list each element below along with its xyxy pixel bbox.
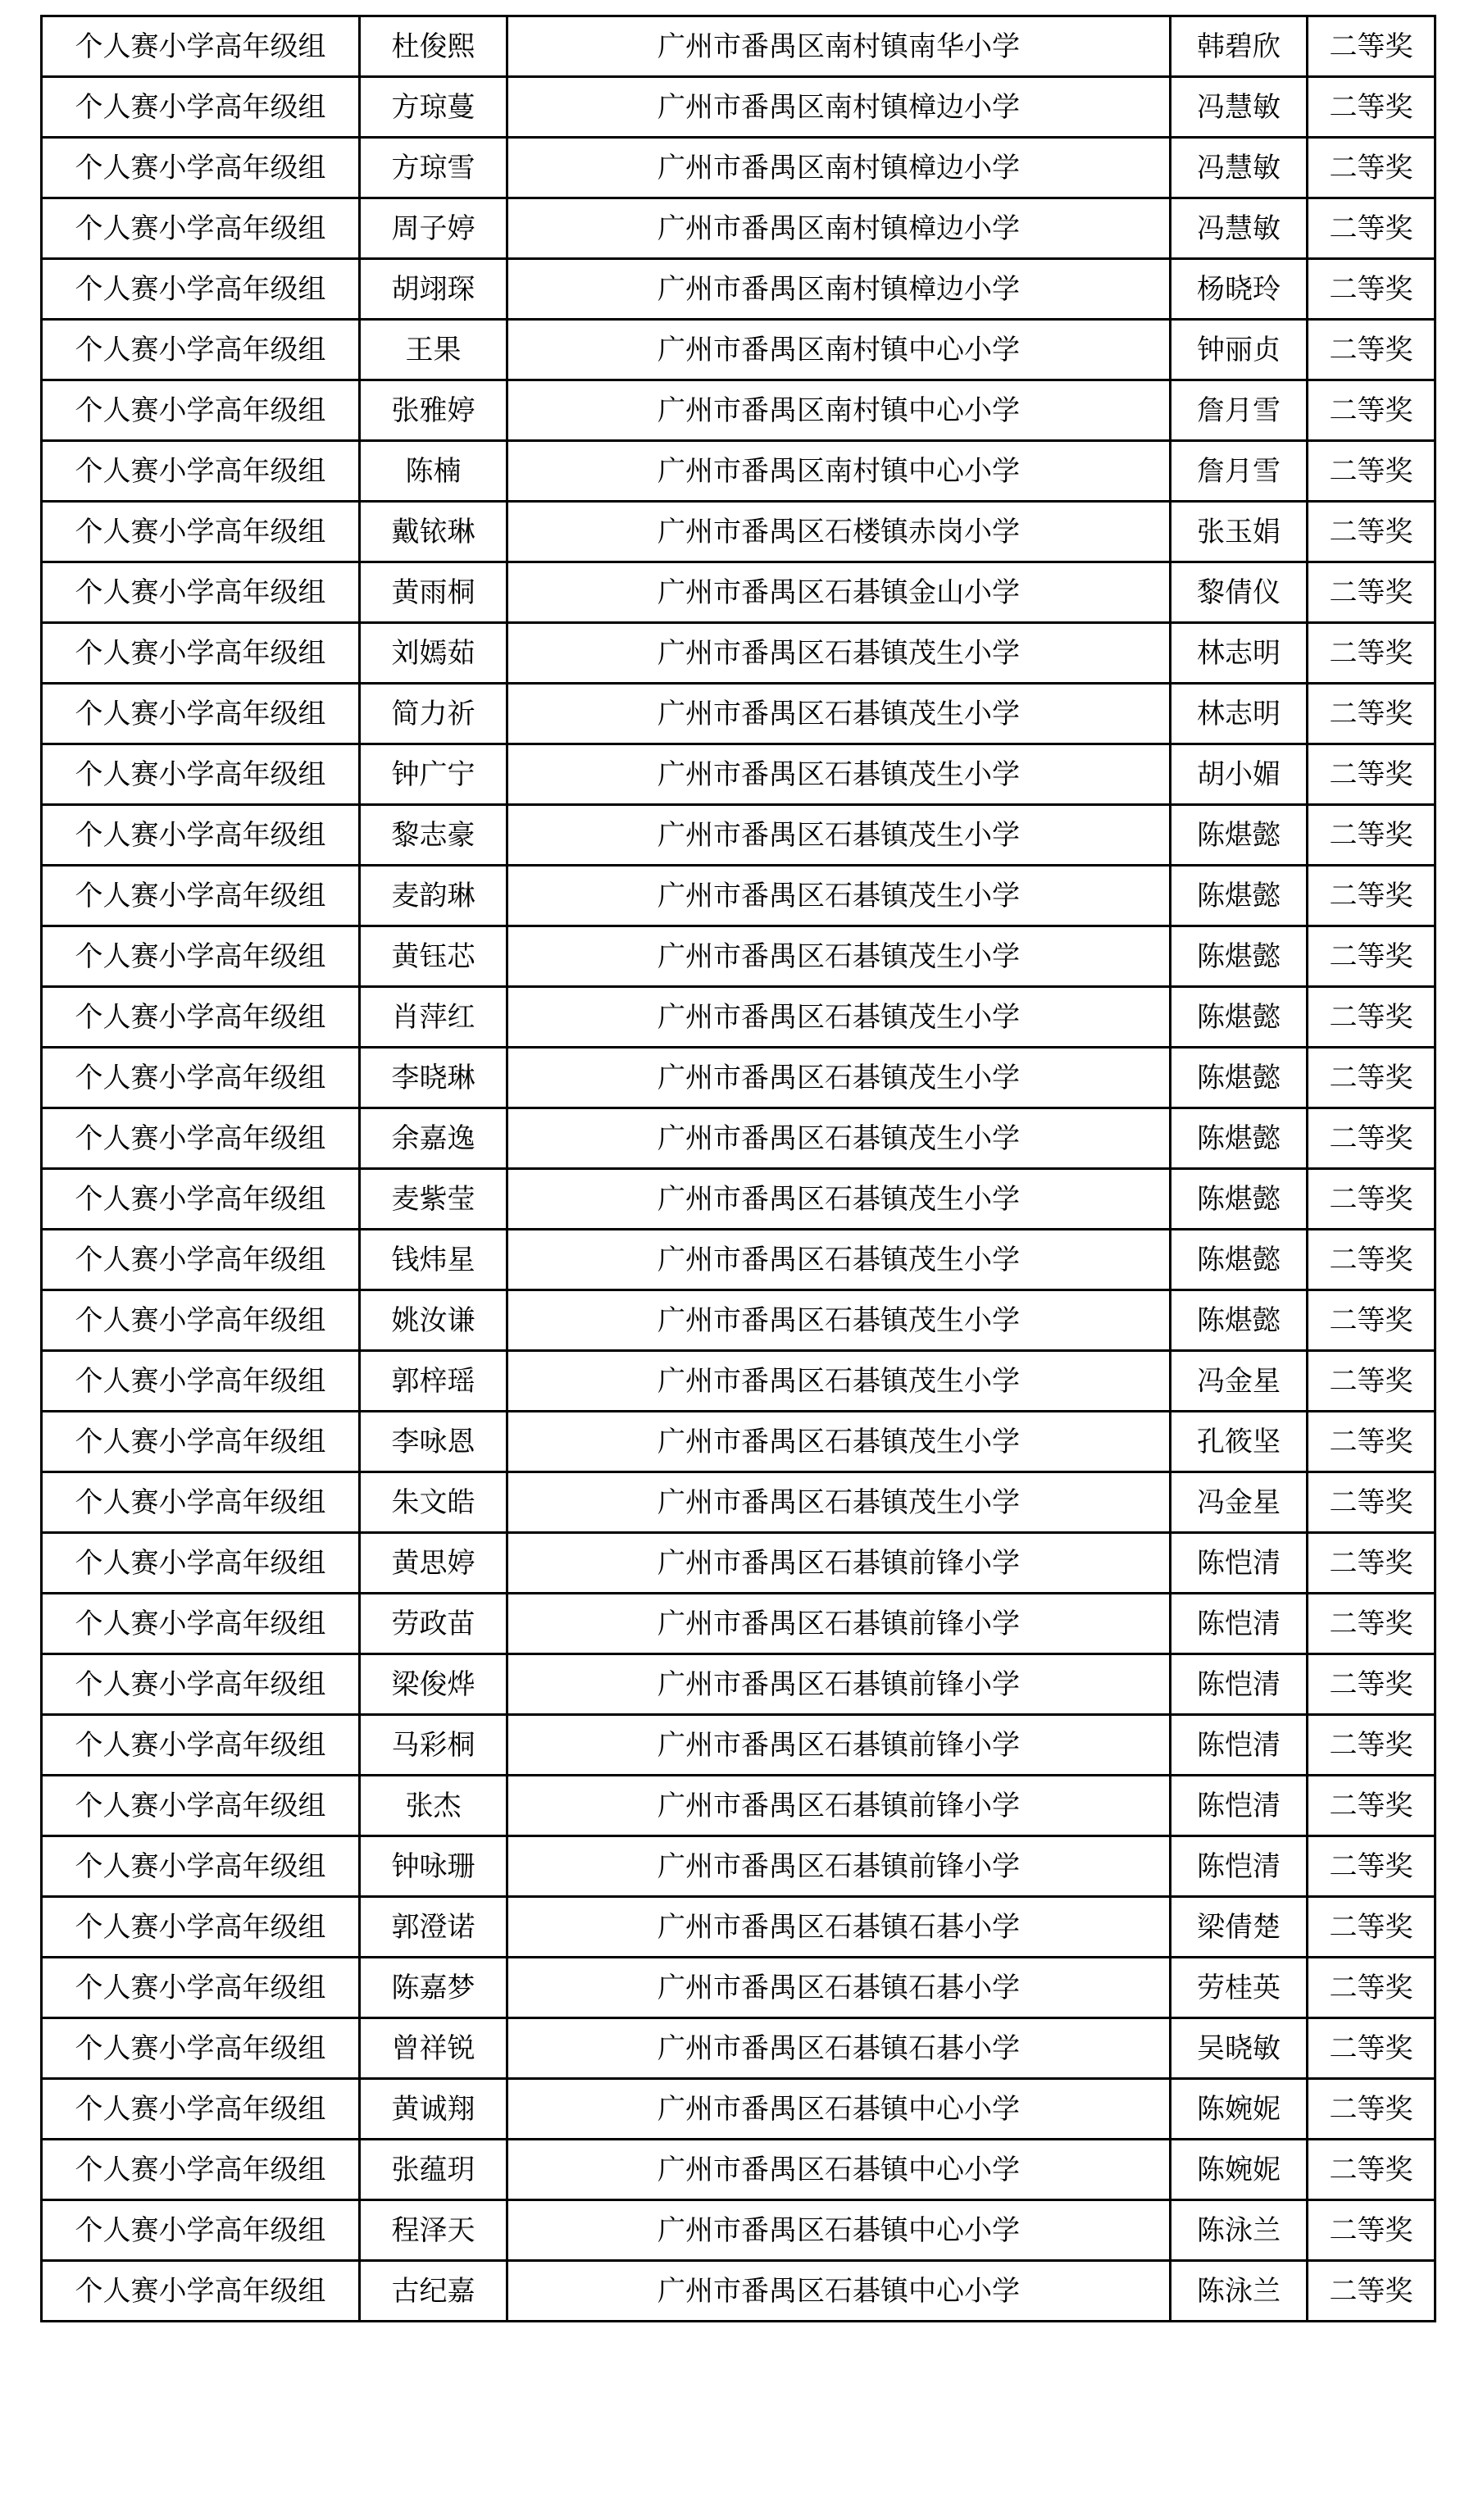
student-name-cell: 程泽天 — [360, 2200, 507, 2261]
student-name-cell: 简力祈 — [360, 684, 507, 744]
school-cell: 广州市番禺区石碁镇茂生小学 — [507, 744, 1171, 805]
school-cell: 广州市番禺区南村镇南华小学 — [507, 16, 1171, 77]
award-cell: 二等奖 — [1308, 1897, 1435, 1958]
school-cell: 广州市番禺区石碁镇金山小学 — [507, 562, 1171, 623]
student-name-cell: 钟咏珊 — [360, 1836, 507, 1897]
table-row — [42, 2018, 1435, 2079]
school-cell: 广州市番禺区石碁镇前锋小学 — [507, 1654, 1171, 1715]
school-cell: 广州市番禺区石碁镇茂生小学 — [507, 926, 1171, 987]
student-name-cell: 戴铱琳 — [360, 502, 507, 562]
coach-cell: 陈恺清 — [1171, 1594, 1308, 1654]
award-cell: 二等奖 — [1308, 987, 1435, 1048]
coach-cell: 冯慧敏 — [1171, 138, 1308, 198]
student-name-cell: 黄诚翔 — [360, 2079, 507, 2140]
table-row — [42, 2140, 1435, 2200]
award-cell: 二等奖 — [1308, 198, 1435, 259]
student-name-cell: 马彩桐 — [360, 1715, 507, 1776]
coach-cell: 陈恺清 — [1171, 1836, 1308, 1897]
school-cell: 广州市番禺区石碁镇茂生小学 — [507, 1048, 1171, 1108]
coach-cell: 黎倩仪 — [1171, 562, 1308, 623]
school-cell: 广州市番禺区石碁镇茂生小学 — [507, 1230, 1171, 1290]
group-cell: 个人赛小学高年级组 — [42, 502, 360, 562]
award-cell: 二等奖 — [1308, 138, 1435, 198]
coach-cell: 陈恺清 — [1171, 1776, 1308, 1836]
table-row — [42, 2200, 1435, 2261]
student-name-cell: 朱文皓 — [360, 1472, 507, 1533]
student-name-cell: 方琼雪 — [360, 138, 507, 198]
group-cell: 个人赛小学高年级组 — [42, 1897, 360, 1958]
coach-cell: 陈泳兰 — [1171, 2200, 1308, 2261]
student-name-cell: 张蕴玥 — [360, 2140, 507, 2200]
award-cell: 二等奖 — [1308, 441, 1435, 502]
coach-cell: 陈煁懿 — [1171, 866, 1308, 926]
group-cell: 个人赛小学高年级组 — [42, 2261, 360, 2322]
coach-cell: 陈煁懿 — [1171, 1169, 1308, 1230]
group-cell: 个人赛小学高年级组 — [42, 926, 360, 987]
school-cell: 广州市番禺区石碁镇石碁小学 — [507, 2018, 1171, 2079]
student-name-cell: 钱炜星 — [360, 1230, 507, 1290]
award-cell: 二等奖 — [1308, 1472, 1435, 1533]
table-row — [42, 1654, 1435, 1715]
coach-cell: 陈恺清 — [1171, 1715, 1308, 1776]
award-cell: 二等奖 — [1308, 1412, 1435, 1472]
table-row — [42, 441, 1435, 502]
coach-cell: 陈煁懿 — [1171, 805, 1308, 866]
table-row — [42, 926, 1435, 987]
coach-cell: 林志明 — [1171, 684, 1308, 744]
group-cell: 个人赛小学高年级组 — [42, 1533, 360, 1594]
student-name-cell: 李晓琳 — [360, 1048, 507, 1108]
group-cell: 个人赛小学高年级组 — [42, 987, 360, 1048]
table-row — [42, 2261, 1435, 2322]
table-row — [42, 320, 1435, 380]
school-cell: 广州市番禺区石碁镇茂生小学 — [507, 866, 1171, 926]
award-cell: 二等奖 — [1308, 1048, 1435, 1108]
results-table-body — [42, 16, 1435, 2322]
student-name-cell: 王果 — [360, 320, 507, 380]
student-name-cell: 张雅婷 — [360, 380, 507, 441]
group-cell: 个人赛小学高年级组 — [42, 744, 360, 805]
group-cell: 个人赛小学高年级组 — [42, 805, 360, 866]
group-cell: 个人赛小学高年级组 — [42, 1169, 360, 1230]
award-cell: 二等奖 — [1308, 320, 1435, 380]
award-cell: 二等奖 — [1308, 1594, 1435, 1654]
student-name-cell: 劳政苗 — [360, 1594, 507, 1654]
award-cell: 二等奖 — [1308, 1230, 1435, 1290]
coach-cell: 韩碧欣 — [1171, 16, 1308, 77]
coach-cell: 冯金星 — [1171, 1472, 1308, 1533]
group-cell: 个人赛小学高年级组 — [42, 138, 360, 198]
award-cell: 二等奖 — [1308, 2200, 1435, 2261]
table-row — [42, 1776, 1435, 1836]
award-cell: 二等奖 — [1308, 1836, 1435, 1897]
table-row — [42, 1108, 1435, 1169]
table-row — [42, 138, 1435, 198]
group-cell: 个人赛小学高年级组 — [42, 2079, 360, 2140]
group-cell: 个人赛小学高年级组 — [42, 320, 360, 380]
coach-cell: 陈泳兰 — [1171, 2261, 1308, 2322]
group-cell: 个人赛小学高年级组 — [42, 441, 360, 502]
results-table — [40, 15, 1436, 2322]
award-cell: 二等奖 — [1308, 1715, 1435, 1776]
school-cell: 广州市番禺区南村镇中心小学 — [507, 320, 1171, 380]
table-row — [42, 1230, 1435, 1290]
table-row — [42, 1472, 1435, 1533]
school-cell: 广州市番禺区石碁镇茂生小学 — [507, 805, 1171, 866]
student-name-cell: 钟广宁 — [360, 744, 507, 805]
table-row — [42, 1048, 1435, 1108]
coach-cell: 冯慧敏 — [1171, 198, 1308, 259]
award-cell: 二等奖 — [1308, 259, 1435, 320]
table-row — [42, 1169, 1435, 1230]
student-name-cell: 李咏恩 — [360, 1412, 507, 1472]
award-cell: 二等奖 — [1308, 1776, 1435, 1836]
group-cell: 个人赛小学高年级组 — [42, 1836, 360, 1897]
group-cell: 个人赛小学高年级组 — [42, 1108, 360, 1169]
coach-cell: 陈煁懿 — [1171, 926, 1308, 987]
school-cell: 广州市番禺区石碁镇中心小学 — [507, 2140, 1171, 2200]
student-name-cell: 曾祥锐 — [360, 2018, 507, 2079]
group-cell: 个人赛小学高年级组 — [42, 684, 360, 744]
school-cell: 广州市番禺区石碁镇茂生小学 — [507, 1472, 1171, 1533]
student-name-cell: 胡翊琛 — [360, 259, 507, 320]
award-cell: 二等奖 — [1308, 1351, 1435, 1412]
school-cell: 广州市番禺区石楼镇赤岗小学 — [507, 502, 1171, 562]
school-cell: 广州市番禺区南村镇樟边小学 — [507, 198, 1171, 259]
coach-cell: 陈煁懿 — [1171, 1290, 1308, 1351]
student-name-cell: 黄思婷 — [360, 1533, 507, 1594]
school-cell: 广州市番禺区石碁镇茂生小学 — [507, 1108, 1171, 1169]
coach-cell: 陈煁懿 — [1171, 1048, 1308, 1108]
award-cell: 二等奖 — [1308, 623, 1435, 684]
group-cell: 个人赛小学高年级组 — [42, 1472, 360, 1533]
student-name-cell: 余嘉逸 — [360, 1108, 507, 1169]
table-row — [42, 16, 1435, 77]
table-row — [42, 198, 1435, 259]
school-cell: 广州市番禺区南村镇樟边小学 — [507, 259, 1171, 320]
student-name-cell: 梁俊烨 — [360, 1654, 507, 1715]
coach-cell: 林志明 — [1171, 623, 1308, 684]
award-cell: 二等奖 — [1308, 562, 1435, 623]
school-cell: 广州市番禺区石碁镇前锋小学 — [507, 1715, 1171, 1776]
school-cell: 广州市番禺区石碁镇前锋小学 — [507, 1594, 1171, 1654]
group-cell: 个人赛小学高年级组 — [42, 1958, 360, 2018]
table-row — [42, 1594, 1435, 1654]
group-cell: 个人赛小学高年级组 — [42, 198, 360, 259]
table-row — [42, 1290, 1435, 1351]
school-cell: 广州市番禺区南村镇樟边小学 — [507, 138, 1171, 198]
school-cell: 广州市番禺区石碁镇茂生小学 — [507, 1290, 1171, 1351]
award-cell: 二等奖 — [1308, 1290, 1435, 1351]
award-cell: 二等奖 — [1308, 2079, 1435, 2140]
student-name-cell: 麦韵琳 — [360, 866, 507, 926]
coach-cell: 梁倩楚 — [1171, 1897, 1308, 1958]
group-cell: 个人赛小学高年级组 — [42, 1230, 360, 1290]
school-cell: 广州市番禺区石碁镇茂生小学 — [507, 987, 1171, 1048]
school-cell: 广州市番禺区石碁镇前锋小学 — [507, 1836, 1171, 1897]
student-name-cell: 杜俊熙 — [360, 16, 507, 77]
coach-cell: 陈婉妮 — [1171, 2079, 1308, 2140]
student-name-cell: 陈嘉梦 — [360, 1958, 507, 2018]
group-cell: 个人赛小学高年级组 — [42, 259, 360, 320]
award-cell: 二等奖 — [1308, 684, 1435, 744]
group-cell: 个人赛小学高年级组 — [42, 77, 360, 138]
award-cell: 二等奖 — [1308, 380, 1435, 441]
group-cell: 个人赛小学高年级组 — [42, 1351, 360, 1412]
award-cell: 二等奖 — [1308, 866, 1435, 926]
table-row — [42, 744, 1435, 805]
award-cell: 二等奖 — [1308, 1958, 1435, 2018]
student-name-cell: 黄钰芯 — [360, 926, 507, 987]
school-cell: 广州市番禺区南村镇樟边小学 — [507, 77, 1171, 138]
coach-cell: 钟丽贞 — [1171, 320, 1308, 380]
coach-cell: 陈煁懿 — [1171, 1230, 1308, 1290]
group-cell: 个人赛小学高年级组 — [42, 16, 360, 77]
school-cell: 广州市番禺区石碁镇茂生小学 — [507, 684, 1171, 744]
coach-cell: 劳桂英 — [1171, 1958, 1308, 2018]
coach-cell: 杨晓玲 — [1171, 259, 1308, 320]
group-cell: 个人赛小学高年级组 — [42, 1776, 360, 1836]
table-row — [42, 1412, 1435, 1472]
award-cell: 二等奖 — [1308, 77, 1435, 138]
school-cell: 广州市番禺区石碁镇茂生小学 — [507, 1412, 1171, 1472]
school-cell: 广州市番禺区石碁镇茂生小学 — [507, 1351, 1171, 1412]
table-row — [42, 805, 1435, 866]
coach-cell: 胡小媚 — [1171, 744, 1308, 805]
group-cell: 个人赛小学高年级组 — [42, 2140, 360, 2200]
award-cell: 二等奖 — [1308, 744, 1435, 805]
school-cell: 广州市番禺区石碁镇茂生小学 — [507, 1169, 1171, 1230]
table-row — [42, 2079, 1435, 2140]
school-cell: 广州市番禺区石碁镇石碁小学 — [507, 1958, 1171, 2018]
coach-cell: 詹月雪 — [1171, 441, 1308, 502]
table-row — [42, 562, 1435, 623]
group-cell: 个人赛小学高年级组 — [42, 1290, 360, 1351]
group-cell: 个人赛小学高年级组 — [42, 380, 360, 441]
award-cell: 二等奖 — [1308, 2140, 1435, 2200]
award-cell: 二等奖 — [1308, 1533, 1435, 1594]
table-row — [42, 1897, 1435, 1958]
award-cell: 二等奖 — [1308, 1169, 1435, 1230]
coach-cell: 詹月雪 — [1171, 380, 1308, 441]
award-cell: 二等奖 — [1308, 16, 1435, 77]
award-cell: 二等奖 — [1308, 502, 1435, 562]
group-cell: 个人赛小学高年级组 — [42, 623, 360, 684]
group-cell: 个人赛小学高年级组 — [42, 562, 360, 623]
award-cell: 二等奖 — [1308, 1654, 1435, 1715]
award-cell: 二等奖 — [1308, 805, 1435, 866]
coach-cell: 孔筱坚 — [1171, 1412, 1308, 1472]
school-cell: 广州市番禺区南村镇中心小学 — [507, 441, 1171, 502]
table-row — [42, 1958, 1435, 2018]
award-cell: 二等奖 — [1308, 2018, 1435, 2079]
student-name-cell: 姚汝谦 — [360, 1290, 507, 1351]
table-row — [42, 77, 1435, 138]
table-row — [42, 502, 1435, 562]
school-cell: 广州市番禺区石碁镇中心小学 — [507, 2079, 1171, 2140]
school-cell: 广州市番禺区石碁镇前锋小学 — [507, 1776, 1171, 1836]
school-cell: 广州市番禺区南村镇中心小学 — [507, 380, 1171, 441]
group-cell: 个人赛小学高年级组 — [42, 1412, 360, 1472]
school-cell: 广州市番禺区石碁镇中心小学 — [507, 2200, 1171, 2261]
student-name-cell: 麦紫莹 — [360, 1169, 507, 1230]
table-row — [42, 1715, 1435, 1776]
group-cell: 个人赛小学高年级组 — [42, 2200, 360, 2261]
school-cell: 广州市番禺区石碁镇中心小学 — [507, 2261, 1171, 2322]
table-row — [42, 623, 1435, 684]
school-cell: 广州市番禺区石碁镇石碁小学 — [507, 1897, 1171, 1958]
group-cell: 个人赛小学高年级组 — [42, 1594, 360, 1654]
table-row — [42, 866, 1435, 926]
student-name-cell: 黎志豪 — [360, 805, 507, 866]
table-row — [42, 684, 1435, 744]
student-name-cell: 郭梓瑶 — [360, 1351, 507, 1412]
group-cell: 个人赛小学高年级组 — [42, 866, 360, 926]
coach-cell: 陈恺清 — [1171, 1533, 1308, 1594]
student-name-cell: 刘嫣茹 — [360, 623, 507, 684]
student-name-cell: 张杰 — [360, 1776, 507, 1836]
coach-cell: 张玉娟 — [1171, 502, 1308, 562]
student-name-cell: 古纪嘉 — [360, 2261, 507, 2322]
table-row — [42, 259, 1435, 320]
award-cell: 二等奖 — [1308, 1108, 1435, 1169]
table-row — [42, 1836, 1435, 1897]
group-cell: 个人赛小学高年级组 — [42, 1048, 360, 1108]
group-cell: 个人赛小学高年级组 — [42, 2018, 360, 2079]
group-cell: 个人赛小学高年级组 — [42, 1654, 360, 1715]
school-cell: 广州市番禺区石碁镇茂生小学 — [507, 623, 1171, 684]
student-name-cell: 陈楠 — [360, 441, 507, 502]
coach-cell: 陈恺清 — [1171, 1654, 1308, 1715]
student-name-cell: 郭澄诺 — [360, 1897, 507, 1958]
table-row — [42, 987, 1435, 1048]
student-name-cell: 黄雨桐 — [360, 562, 507, 623]
table-row — [42, 1351, 1435, 1412]
student-name-cell: 方琼蔓 — [360, 77, 507, 138]
coach-cell: 吴晓敏 — [1171, 2018, 1308, 2079]
coach-cell: 冯慧敏 — [1171, 77, 1308, 138]
award-cell: 二等奖 — [1308, 926, 1435, 987]
award-cell: 二等奖 — [1308, 2261, 1435, 2322]
table-row — [42, 1533, 1435, 1594]
coach-cell: 冯金星 — [1171, 1351, 1308, 1412]
student-name-cell: 周子婷 — [360, 198, 507, 259]
coach-cell: 陈煁懿 — [1171, 1108, 1308, 1169]
school-cell: 广州市番禺区石碁镇前锋小学 — [507, 1533, 1171, 1594]
table-row — [42, 380, 1435, 441]
group-cell: 个人赛小学高年级组 — [42, 1715, 360, 1776]
coach-cell: 陈婉妮 — [1171, 2140, 1308, 2200]
coach-cell: 陈煁懿 — [1171, 987, 1308, 1048]
student-name-cell: 肖萍红 — [360, 987, 507, 1048]
